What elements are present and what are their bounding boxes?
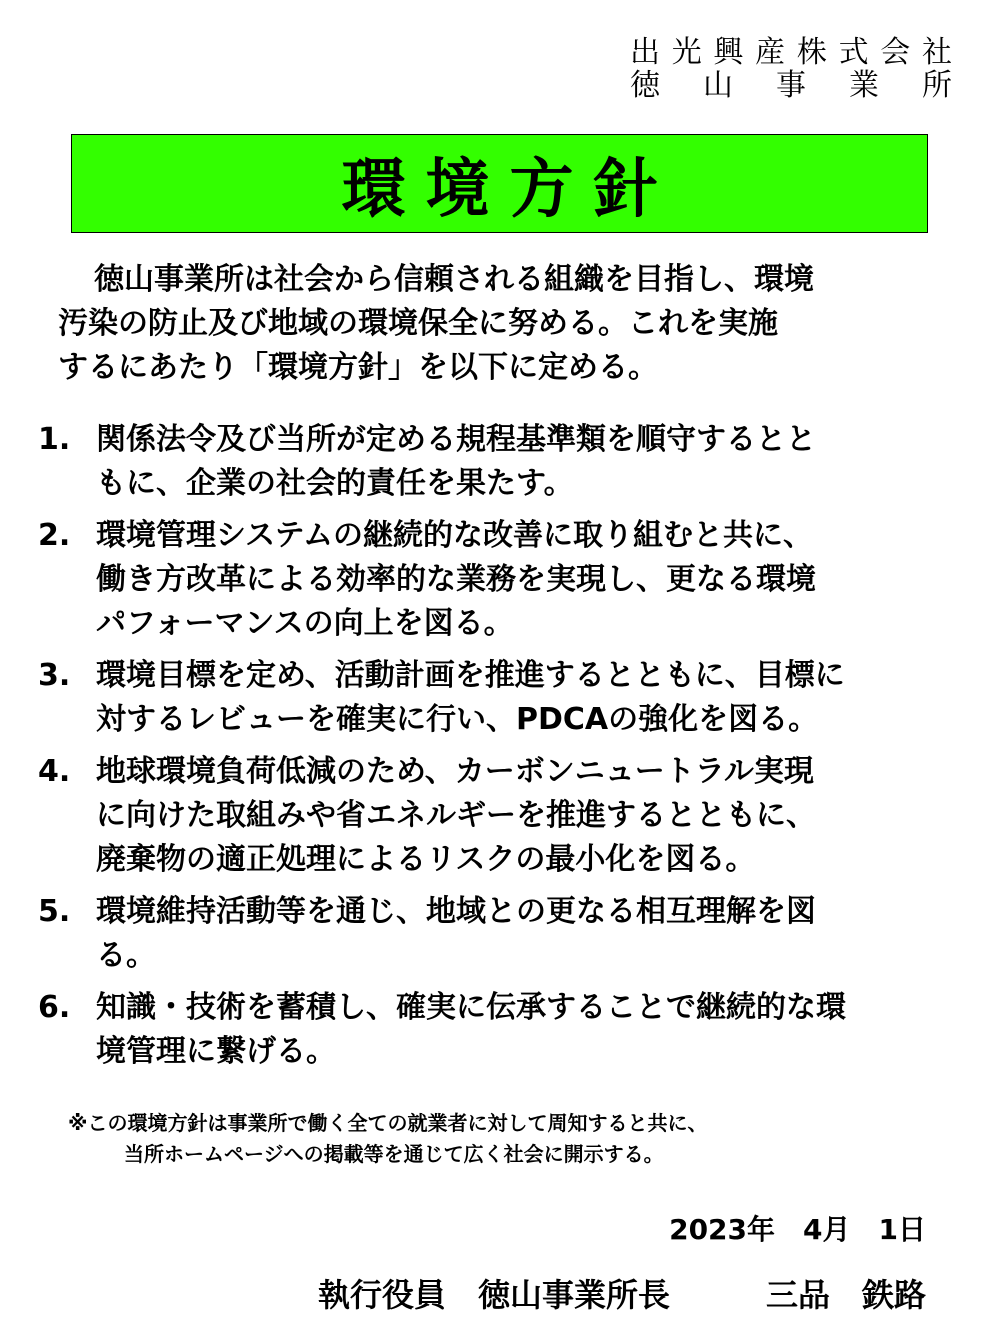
policy-text <box>96 750 968 882</box>
policy-text <box>96 890 968 978</box>
policy-number: 2. <box>38 518 71 553</box>
intro-paragraph <box>58 258 958 390</box>
policy-line: 関係法令及び当所が定める規程基準類を順守するとと <box>96 422 816 457</box>
intro-line: するにあたり「環境方針」を以下に定める。 <box>58 350 658 385</box>
policy-number: 4. <box>38 754 71 789</box>
note-line: ※この環境方針は事業所で働く全ての就業者に対して周知すると共に、 <box>68 1111 708 1135</box>
policy-line: パフォーマンスの向上を図る。 <box>96 606 514 641</box>
note-line: 当所ホームページへの掲載等を通じて広く社会に開示する。 <box>124 1142 664 1166</box>
office-name: 徳山事業所 <box>630 68 952 103</box>
issue-date: 2023年 4月 1日 <box>669 1213 926 1246</box>
policy-item-1 <box>38 418 968 506</box>
disclosure-note <box>68 1108 707 1170</box>
policy-line: 環境管理システムの継続的な改善に取り組むと共に、 <box>96 518 813 553</box>
policy-number: 3. <box>38 658 71 693</box>
policy-number: 6. <box>38 990 71 1025</box>
intro-line: 徳山事業所は社会から信頼される組織を目指し、環境 <box>94 262 814 297</box>
signature-line: 執行役員 徳山事業所長 三品 鉄路 <box>317 1276 926 1314</box>
policy-item-2 <box>38 514 968 646</box>
policy-line: 環境目標を定め、活動計画を推進するとともに、目標に <box>96 658 845 693</box>
policy-line: 廃棄物の適正処理によるリスクの最小化を図る。 <box>96 842 756 877</box>
policy-number: 1. <box>38 422 71 457</box>
policy-line: もに、企業の社会的責任を果たす。 <box>96 466 574 501</box>
policy-line: 環境維持活動等を通じ、地域との更なる相互理解を図 <box>96 894 816 929</box>
title-banner <box>71 134 928 233</box>
policy-line: 境管理に繋げる。 <box>96 1034 336 1069</box>
organization-header <box>630 35 952 104</box>
policy-line: る。 <box>96 938 156 973</box>
page-title: 環境方針 <box>341 152 678 227</box>
policy-text <box>96 654 968 742</box>
policy-line: 知識・技術を蓄積し、確実に伝承することで継続的な環 <box>96 990 846 1025</box>
policy-item-4 <box>38 750 968 882</box>
policy-item-5 <box>38 890 968 978</box>
policy-item-6 <box>38 986 968 1074</box>
company-name: 出光興産株式会社 <box>630 35 952 70</box>
policy-line: 地球環境負荷低減のため、カーボンニュートラル実現 <box>96 754 814 789</box>
policy-line: に向けた取組みや省エネルギーを推進するとともに、 <box>96 798 816 833</box>
policy-text <box>96 986 968 1074</box>
policy-text <box>96 514 968 646</box>
policy-number: 5. <box>38 894 71 929</box>
intro-line: 汚染の防止及び地域の環境保全に努める。これを実施 <box>58 306 778 341</box>
policy-line: 対するレビューを確実に行い、PDCAの強化を図る。 <box>96 702 819 737</box>
policy-text <box>96 418 968 506</box>
policy-line: 働き方改革による効率的な業務を実現し、更なる環境 <box>96 562 816 597</box>
policy-list <box>38 418 968 1082</box>
policy-item-3 <box>38 654 968 742</box>
